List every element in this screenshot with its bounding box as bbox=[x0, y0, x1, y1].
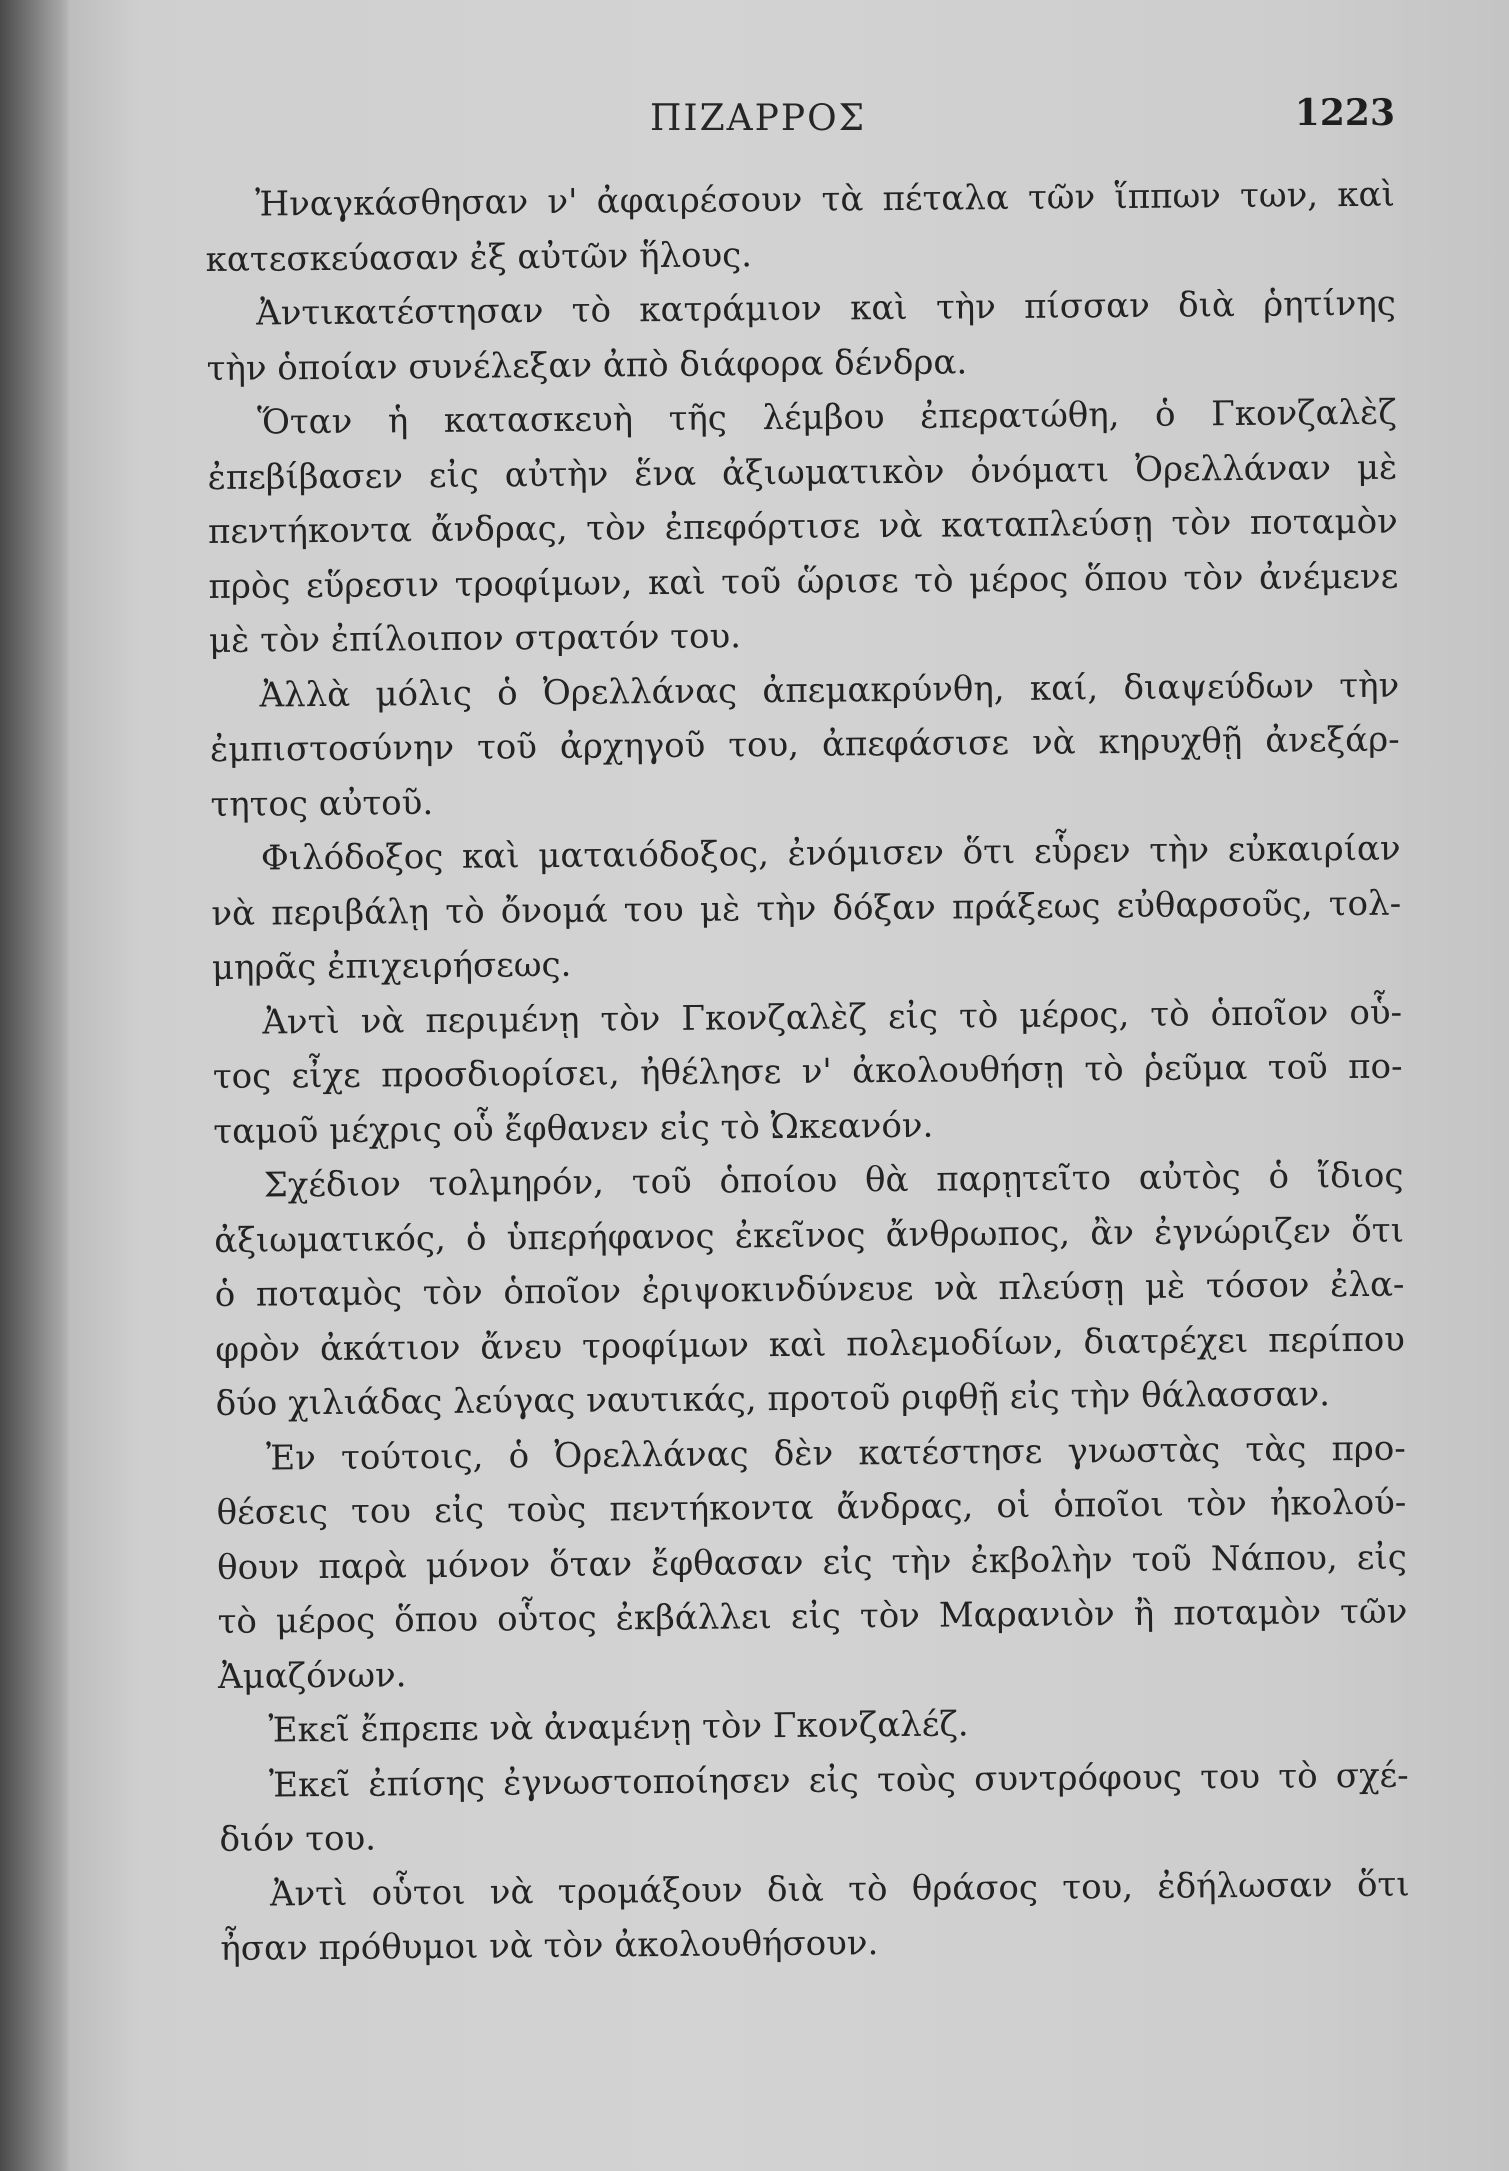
text-line: ἦσαν πρόθυμοι νὰ τὸν ἀκολουθήσουν. bbox=[220, 1923, 879, 1969]
text-line: Φιλόδοξος καὶ ματαιόδοξος, ἐνόμισεν ὅτι εὗρεν τὴν εὐκαιρίαν bbox=[260, 828, 1401, 879]
text-line: νὰ περιβάλῃ τὸ ὄνομά του μὲ τὴν δόξαν πράξεως εὐθαρσοῦς, τολ- bbox=[211, 883, 1402, 934]
text-line: μὲ τὸν ἐπίλοιπον στρατόν του. bbox=[208, 616, 742, 661]
text-line: κατεσκεύασαν ἐξ αὐτῶν ἥλους. bbox=[205, 234, 753, 280]
page-header bbox=[210, 92, 1395, 158]
text-line: Ἀντὶ νὰ περιμένῃ τὸν Γκονζαλὲζ εἰς τὸ μέρος, τὸ ὁποῖον οὗ- bbox=[262, 992, 1403, 1043]
text-line: πρὸς εὕρεσιν τροφίμων, καὶ τοῦ ὥρισε τὸ μέρος ὅπου τὸν ἀνέμενε bbox=[208, 556, 1399, 607]
text-line: διόν του. bbox=[219, 1818, 377, 1860]
book-spine-shadow bbox=[0, 0, 70, 2171]
text-line: τὴν ὁποίαν συνέλεξαν ἀπὸ διάφορα δένδρα. bbox=[206, 341, 968, 389]
text-line: Σχέδιον τολμηρόν, τοῦ ὁποίου θὰ παρῃτεῖτο αὐτὸς ὁ ἴδιος bbox=[263, 1155, 1404, 1206]
text-line: τὸ μέρος ὅπου οὗτος ἐκβάλλει εἰς τὸν Μαρανιὸν ἢ ποταμὸν τῶν bbox=[217, 1591, 1408, 1642]
text-line: ταμοῦ μέχρις οὗ ἔφθανεν εἰς τὸ Ὠκεανόν. bbox=[213, 1105, 934, 1152]
text-line: μηρᾶς ἐπιχειρήσεως. bbox=[211, 944, 572, 988]
text-line: Ἀντικατέστησαν τὸ κατράμιον καὶ τὴν πίσσαν διὰ ῥητίνης bbox=[256, 283, 1396, 334]
text-line: Ἀμαζόνων. bbox=[217, 1654, 407, 1697]
text-line: ἀξιωματικός, ὁ ὑπερήφανος ἐκεῖνος ἄνθρωπος, ἂν ἐγνώριζεν ὅτι bbox=[214, 1210, 1405, 1261]
text-line: Ἐκεῖ ἔπρεπε νὰ ἀναμένῃ τὸν Γκονζαλέζ. bbox=[268, 1704, 969, 1751]
page-number: 1223 bbox=[1294, 92, 1395, 134]
text-line: τητος αὐτοῦ. bbox=[210, 782, 434, 825]
text-line: θουν παρὰ μόνον ὅταν ἔφθασαν εἰς τὴν ἐκβολὴν τοῦ Νάπου, εἰς bbox=[216, 1537, 1407, 1588]
text-line: θέσεις του εἰς τοὺς πεντήκοντα ἄνδρας, οἱ ὁποῖοι τὸν ἠκολού- bbox=[216, 1482, 1407, 1533]
text-line: Ἀντὶ οὗτοι νὰ τρομάξουν διὰ τὸ θράσος του, ἐδήλωσαν ὅτι bbox=[269, 1864, 1410, 1914]
running-title: ΠΙΖΑΡΡΟΣ bbox=[650, 98, 867, 139]
body-text bbox=[205, 168, 1411, 1977]
text-line: ἐμπιστοσύνην τοῦ ἀρχηγοῦ του, ἀπεφάσισε νὰ κηρυχθῇ ἀνεξάρ- bbox=[209, 719, 1400, 770]
text-line: Ἠναγκάσθησαν ν' ἀφαιρέσουν τὰ πέταλα τῶν ἵππων των, καὶ bbox=[255, 174, 1396, 225]
text-line: φρὸν ἀκάτιον ἄνευ τροφίμων καὶ πολεμοδίων, διατρέχει περίπου bbox=[215, 1319, 1406, 1370]
text-line: Ὅταν ἡ κατασκευὴ τῆς λέμβου ἐπερατώθη, ὁ Γκονζαλὲζ bbox=[256, 392, 1397, 443]
text-line: δύο χιλιάδας λεύγας ναυτικάς, προτοῦ ριφθῇ εἰς τὴν θάλασσαν. bbox=[215, 1374, 1331, 1424]
text-line: Ἐκεῖ ἐπίσης ἐγνωστοποίησεν εἰς τοὺς συντρόφους του τὸ σχέ- bbox=[268, 1755, 1409, 1806]
text-line: Ἐν τούτοις, ὁ Ὀρελλάνας δὲν κατέστησε γνωστὰς τὰς προ- bbox=[265, 1428, 1406, 1479]
text-line: πεντήκοντα ἄνδρας, τὸν ἐπεφόρτισε νὰ καταπλεύσῃ τὸν ποταμὸν bbox=[207, 501, 1398, 552]
text-line: τος εἶχε προσδιορίσει, ἠθέλησε ν' ἀκολουθήσῃ τὸ ῥεῦμα τοῦ πο- bbox=[212, 1046, 1403, 1097]
text-line: Ἀλλὰ μόλις ὁ Ὀρελλάνας ἀπεμακρύνθη, καί, διαψεύδων τὴν bbox=[259, 665, 1400, 716]
text-line: ὁ ποταμὸς τὸν ὁποῖον ἐριψοκινδύνευε νὰ πλεύσῃ μὲ τόσον ἐλα- bbox=[214, 1264, 1405, 1315]
text-line: ἐπεβίβασεν εἰς αὐτὴν ἕνα ἀξιωματικὸν ὀνόματι Ὀρελλάναν μὲ bbox=[207, 447, 1398, 498]
